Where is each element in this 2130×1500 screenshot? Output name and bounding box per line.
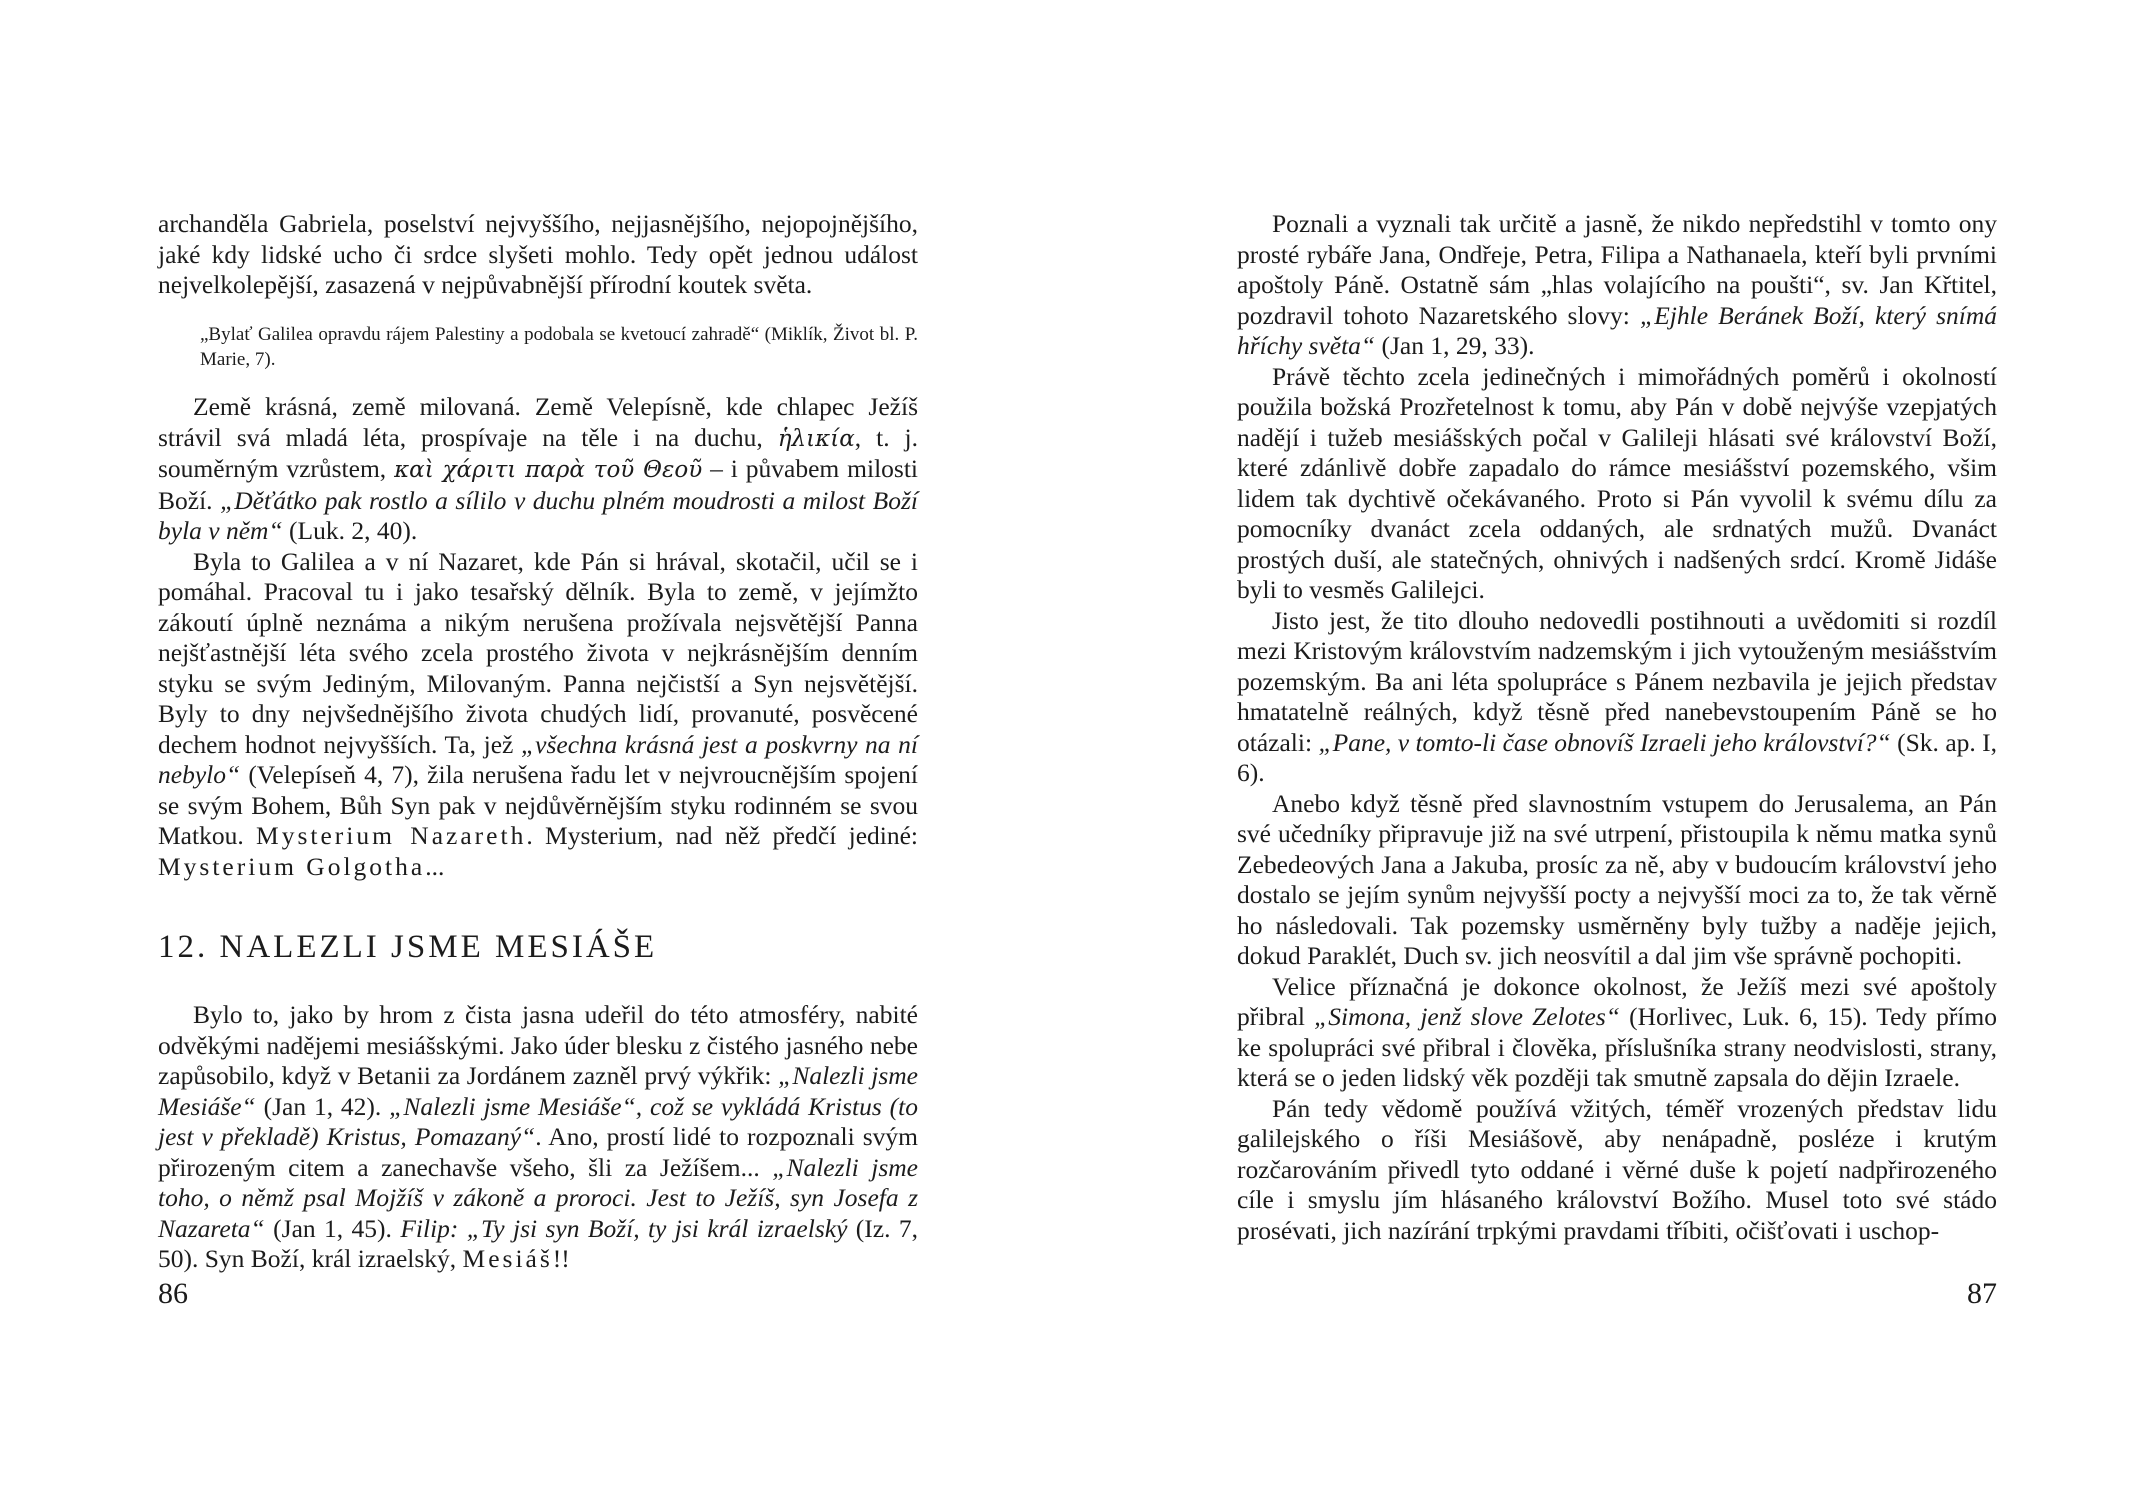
- paragraph-anebo: Anebo když těsně před slavnostním vstupem do Jerusalema, an Pán své učedníky připravuje již na své utrpení, přistoupila k němu matka synů Zebedeových Jana a Jakuba, prosíc za ně, aby v budoucím království jeho dostalo se jejím synům nejvyšší pocty a nejvyšší moci za to, že tak věrně ho následovali. Tak pozemsky usměrněny byly tužby a naděje jejich, dokud Paraklét, Duch sv. jich neosvítil a dal jim vše správně pochopiti.: [1237, 788, 1997, 970]
- bible-quote: „Děťátko pak rostlo a sílilo v duchu plném moudrosti a milost Boží byla v něm“: [158, 485, 918, 545]
- paragraph-pan-tedy: Pán tedy vědomě používá vžitých, téměř vrozených představ lidu galilejského o říši Mesiášově, aby nenápadně, posléze i krutým rozčarováním přivedl tyto oddané i věrné duše k pojetí nadpřirozeného cíle i smyslu jím hlásaného království Božího. Musel toto své stádo prosévati, jich nazírání trpkými pravdami tříbiti, očišťovati i uschop-: [1237, 1093, 1997, 1245]
- paragraph-galilea: Byla to Galilea a v ní Nazaret, kde Pán si hrával, skotačil, učil se i pomáhal. Pracoval tu i jako tesařský dělník. Byla to země, v jejímžto zákoutí úplně neznáma a nikým nerušena prožívala nejsvětější Panna nejšťastnější léta svého zcela prostého života v nejkrásnějším denním styku se svým Jediným, Milovaným. Panna nejčistší a Syn nejsvětější. Byly to dny nejvšednějšího života chudých lidí, provanuté, posvěcené dechem hodnot nejvyšších. Ta, jež „všechna krásná jest a poskvrny na ní nebylo“ (Velepíseň 4, 7), žila nerušena řadu let v nejvroucnějším spojení se svým Bohem, Bůh Syn pak v nejdůvěrnějším styku rodinném se svou Matkou. Mysterium Nazareth. Mysterium, nad něž předčí jediné: Mysterium Golgotha...: [158, 546, 919, 881]
- bible-quote: „Nalezli jsme toho, o němž psal Mojžíš v zákoně a proroci. Jest to Ježíš, syn Josefa z Nazareta“: [158, 1152, 918, 1243]
- left-page: [158, 0, 918, 1500]
- paragraph-velice: Velice příznačná je dokonce okolnost, že Ježíš mezi své apoštoly přibral „Simona, jenž slove Zelotes“ (Horlivec, Luk. 6, 15). Tedy přímo ke spolupráci své přibral i člověka, příslušníka strany neodvislosti, strany, která se o jeden lidský věk později tak smutně zapsala do dějin Izraele.: [1237, 971, 1997, 1092]
- right-text: [1237, 209, 1997, 1246]
- paragraph-zeme: Země krásná, země milovaná. Země Velepísně, kde chlapec Ježíš strávil svá mladá léta, prospívaje na těle i na duchu, ἡλικία, t. j. souměrným vzrůstem, καὶ χάριτι παρὰ τοῦ Θεοῦ – i půvabem milosti Boží. „Děťátko pak rostlo a sílilo v duchu plném moudrosti a milost Boží byla v něm“ (Luk. 2, 40).: [158, 392, 918, 545]
- right-page: [1237, 0, 1997, 1500]
- bible-quote: „Pane, v tomto-li čase obnovíš Izraeli jeho království?“: [1318, 727, 1891, 757]
- spaced-term: Mysterium Nazareth: [256, 821, 527, 850]
- bible-quote: „Nalezli jsme Mesiáše“, což se vykládá Kristus (to jest v překladě) Kristus, Pomazaný“: [158, 1091, 918, 1151]
- intro-paragraph: archanděla Gabriela, poselství nejvyššího, nejjasnějšího, nejopojnějšího, jaké kdy lidské ucho či srdce slyšeti mohlo. Tedy opět jednou událost nejvelkolepější, zasazená v nejpůvabnější přírodní koutek světa.: [158, 209, 918, 299]
- chapter-heading: 12. NALEZLI JSME MESIÁŠE: [158, 929, 658, 965]
- left-text-middle: [158, 392, 918, 882]
- left-text-top: [158, 209, 918, 301]
- paragraph-jisto: Jisto jest, že tito dlouho nedovedli postihnouti a uvědomiti si rozdíl mezi Kristovým královstvím nadzemským i jich vytouženým mesiášstvím pozemským. Ba ani léta spolupráce s Pánem nezbavila je jejich představ hmatatelně reálných, když těsně před nanebevstoupením Páně se ho otázali: „Pane, v tomto-li čase obnovíš Izraeli jeho království?“ (Sk. ap. I, 6).: [1237, 605, 1998, 787]
- bible-quote: „Ejhle Beránek Boží, který snímá hříchy světa“: [1237, 300, 1997, 360]
- greek-word: ἡλικία: [777, 425, 855, 452]
- bible-quote: „všechna krásná jest a poskvrny na ní nebylo“: [158, 729, 918, 789]
- small-quote: „Bylať Galilea opravdu rájem Palestiny a podobala se kvetoucí zahradě“ (Miklík, Život bl. P. Marie, 7).: [200, 324, 918, 370]
- greek-phrase: καὶ χάριτι παρὰ τοῦ Θεοῦ: [394, 457, 703, 483]
- bible-quote: „Simona, jenž slove Zelotes“: [1314, 1002, 1620, 1031]
- paragraph-prave: Právě těchto zcela jedinečných i mimořádných poměrů i okolností použila božská Prozřetelnost k tomu, aby Pán v době nejvýše vzepjatých nadějí i tužeb mesiášských počal v Galileji hlásati své království Boží, které zdánlivě dobře zapadalo do rámce mesiášství pozemského, všim lidem tak dychtivě očekávaného. Proto si Pán vyvolil k svému dílu za pomocníky dvanáct zcela oddaných, ale srdnatých mužů. Dvanáct prostých duší, ale statečných, ohnivých i nadšených srdcí. Kromě Jidáše byli to vesměs Galilejci.: [1237, 361, 1997, 604]
- page-number-left: 86: [158, 1277, 188, 1310]
- paragraph-nalezli: Bylo to, jako by hrom z čista jasna udeřil do této atmosféry, nabité odvěkými nadějemi mesiášskými. Jako úder blesku z čistého jasného nebe zapůsobilo, když v Betanii za Jordánem zazněl prvý výkřik: „Nalezli jsme Mesiáše“ (Jan 1, 42). „Nalezli jsme Mesiáše“, což se vykládá Kristus (to jest v překladě) Kristus, Pomazaný“. Ano, prostí lidé to rozpoznali svým přirozeným citem a zanechavše všeho, šli za Ježíšem... „Nalezli jsme toho, o němž psal Mojžíš v zákoně a proroci. Jest to Ježíš, syn Josefa z Nazareta“ (Jan 1, 45). Filip: „Ty jsi syn Boží, ty jsi král izraelský (Iz. 7, 50). Syn Boží, král izraelský, Mesiáš!!: [158, 1000, 918, 1273]
- paragraph-poznali: Poznali a vyznali tak určitě a jasně, že nikdo nepředstihl v tomto ony prosté rybáře Jana, Ondřeje, Petra, Filipa a Nathanaela, kteří byli prvními apoštoly Páně. Ostatně sám „hlas volajícího na poušti“, sv. Jan Křtitel, pozdravil tohoto Nazaretského slovy: „Ejhle Beránek Boží, který snímá hříchy světa“ (Jan 1, 29, 33).: [1237, 209, 1997, 360]
- spaced-term: Mysterium Golgotha: [158, 851, 426, 881]
- bible-quote: Filip: „Ty jsi syn Boží, ty jsi král izraelský: [400, 1213, 848, 1243]
- bible-quote: „Nalezli jsme Mesiáše“: [158, 1061, 918, 1121]
- spaced-term: Mesiáš: [462, 1244, 553, 1273]
- page-number-right: 87: [1967, 1277, 1997, 1310]
- left-text-bottom: [158, 1000, 918, 1275]
